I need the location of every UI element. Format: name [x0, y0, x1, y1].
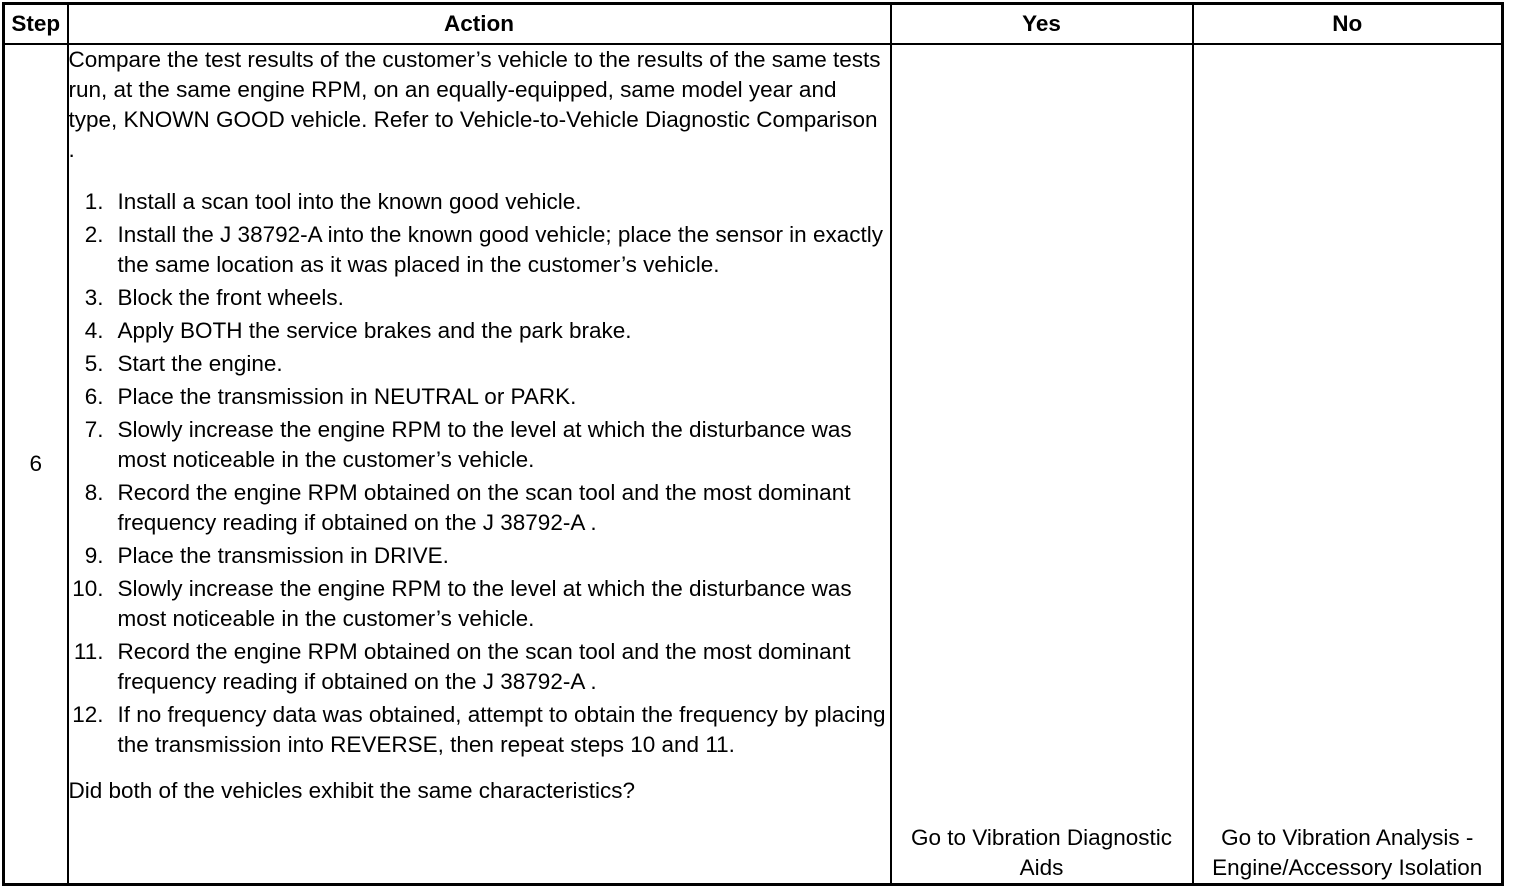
- step-item-number: 2.: [84, 222, 104, 247]
- no-outcome: Go to Vibration Analysis - Engine/Accessory Isolation: [1193, 44, 1503, 885]
- action-steps-list: [69, 187, 890, 760]
- step-number: 6: [4, 44, 68, 885]
- header-yes: Yes: [891, 4, 1193, 45]
- list-item: [69, 541, 890, 571]
- header-no: No: [1193, 4, 1503, 45]
- list-item: [69, 349, 890, 379]
- step-item-text: Block the front wheels.: [117, 285, 344, 310]
- step-item-text: If no frequency data was obtained, attempt to obtain the frequency by placing the transmission into REVERSE, then repeat steps 10 and 11.: [117, 702, 886, 757]
- step-item-number: 11.: [73, 639, 104, 664]
- list-item: [69, 382, 890, 412]
- header-row: [4, 4, 1503, 45]
- list-item: [69, 637, 890, 697]
- action-question: Did both of the vehicles exhibit the same characteristics?: [68, 778, 636, 803]
- step-item-number: 1.: [84, 189, 104, 214]
- step-item-number: 4.: [84, 318, 104, 343]
- list-item: [69, 187, 890, 217]
- step-item-text: Slowly increase the engine RPM to the level at which the disturbance was most noticeable in the customer’s vehicle.: [117, 417, 852, 472]
- step-item-text: Install the J 38792-A into the known good vehicle; place the sensor in exactly the same location as it was placed in the customer’s vehicle.: [117, 222, 883, 277]
- list-item: [69, 574, 890, 634]
- header-step: Step: [4, 4, 68, 45]
- step-item-text: Start the engine.: [117, 351, 283, 376]
- step-item-number: 7.: [84, 417, 104, 442]
- step-item-text: Install a scan tool into the known good vehicle.: [117, 189, 582, 214]
- yes-outcome: Go to Vibration Diagnostic Aids: [891, 44, 1193, 885]
- step-item-number: 3.: [84, 285, 104, 310]
- action-cell: [68, 44, 891, 885]
- step-item-text: Record the engine RPM obtained on the scan tool and the most dominant frequency reading if obtained on the J 38792-A .: [117, 639, 851, 694]
- header-action: Action: [68, 4, 891, 45]
- action-intro: Compare the test results of the customer’s vehicle to the results of the same tests run, at the same engine RPM, on an equally-equipped, same model year and type, KNOWN GOOD vehicle. Refer to Vehicle-to-Vehicle Diagnostic Comparison .: [68, 47, 881, 162]
- step-item-text: Apply BOTH the service brakes and the park brake.: [117, 318, 632, 343]
- table-row: [4, 44, 1503, 885]
- step-item-text: Place the transmission in DRIVE.: [117, 543, 449, 568]
- step-item-text: Place the transmission in NEUTRAL or PARK.: [117, 384, 577, 409]
- step-item-text: Record the engine RPM obtained on the scan tool and the most dominant frequency reading if obtained on the J 38792-A .: [117, 480, 851, 535]
- step-item-number: 9.: [84, 543, 104, 568]
- list-item: [69, 316, 890, 346]
- list-item: [69, 700, 890, 760]
- list-item: [69, 415, 890, 475]
- list-item: [69, 220, 890, 280]
- step-item-number: 5.: [84, 351, 104, 376]
- step-item-number: 10.: [72, 576, 104, 601]
- step-item-number: 8.: [84, 480, 104, 505]
- step-item-text: Slowly increase the engine RPM to the level at which the disturbance was most noticeable in the customer’s vehicle.: [117, 576, 852, 631]
- list-item: [69, 283, 890, 313]
- step-item-number: 12.: [72, 702, 104, 727]
- step-item-number: 6.: [84, 384, 104, 409]
- list-item: [69, 478, 890, 538]
- diagnostic-table: [2, 2, 1504, 886]
